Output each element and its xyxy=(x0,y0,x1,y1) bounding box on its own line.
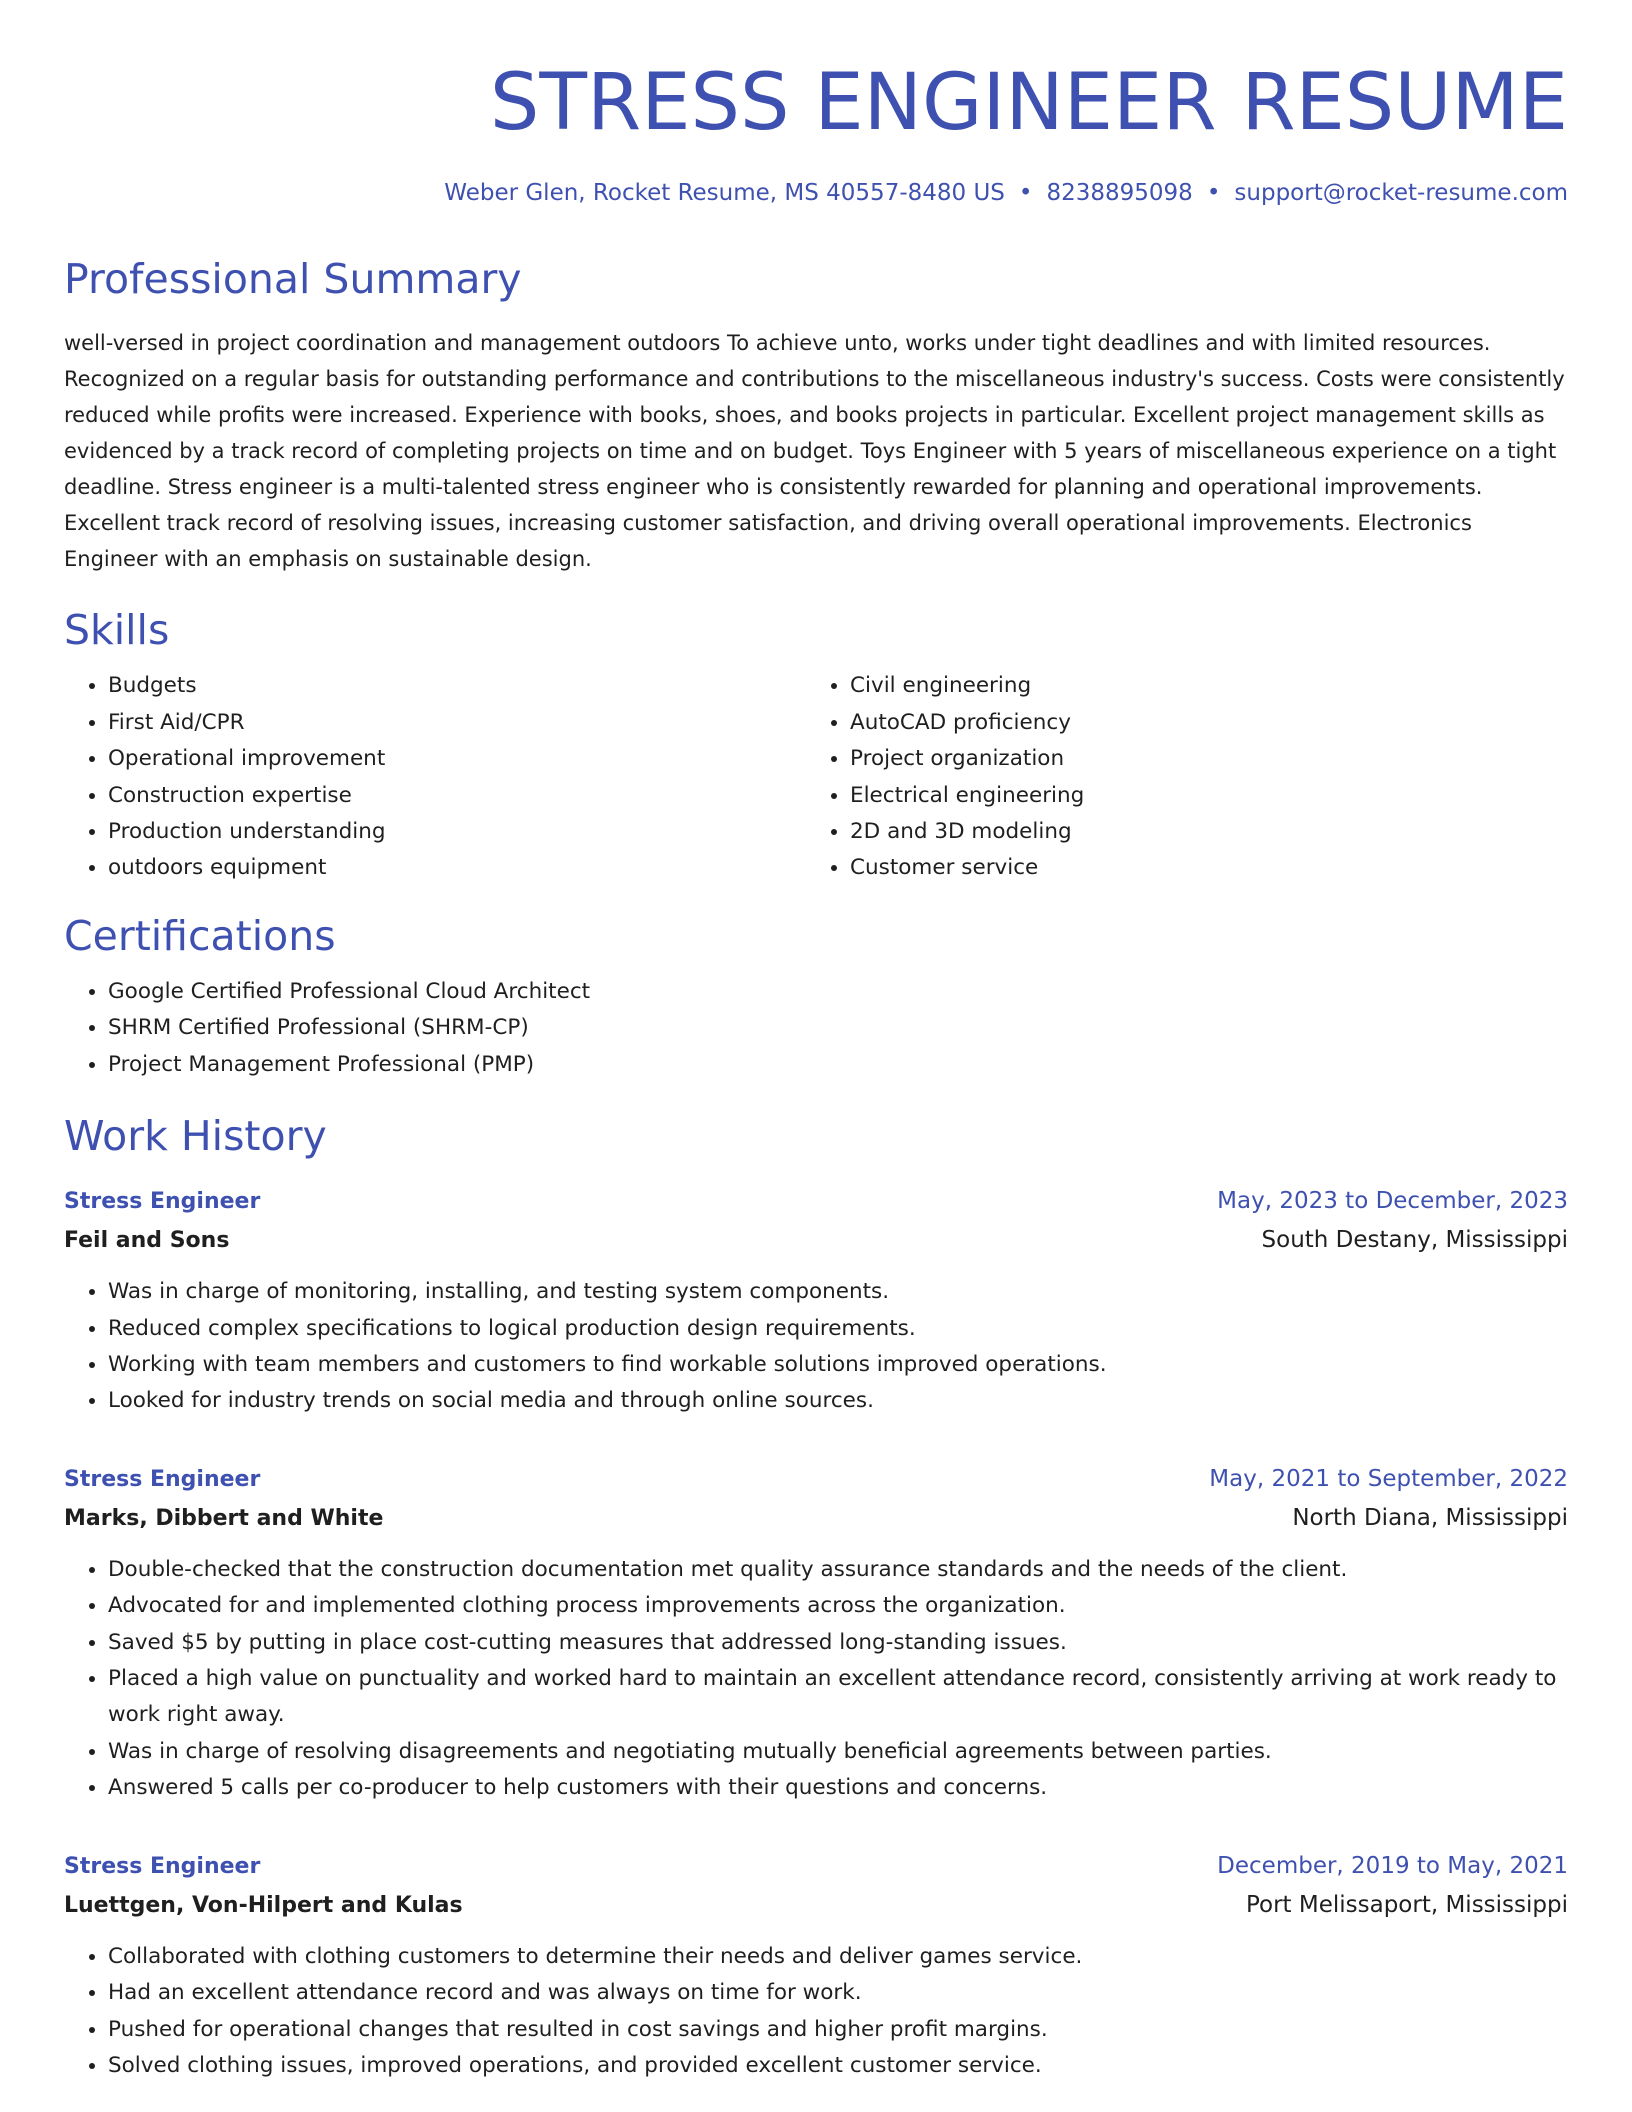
job-bullet: • Reduced complex specifications to logical production design requirements. xyxy=(108,1311,1568,1347)
skill-item: • Electrical engineering xyxy=(850,778,1548,814)
job-company: Marks, Dibbert and White xyxy=(64,1505,384,1531)
job-bullet: • Collaborated with clothing customers to determine their needs and deliver games service. xyxy=(108,1939,1568,1975)
work-history-section xyxy=(64,1113,1568,2084)
job-bullet: • Saved $5 by putting in place cost-cutting measures that addressed long-standing issues. xyxy=(108,1625,1568,1661)
skills-list-right xyxy=(806,668,1548,886)
contact-address: Weber Glen, Rocket Resume, MS 40557-8480 US xyxy=(444,180,1005,206)
job-bullet: • Working with team members and customers to find workable solutions improved operations. xyxy=(108,1347,1568,1383)
skill-item: • Construction expertise xyxy=(108,778,806,814)
job-subheader xyxy=(64,1499,1568,1538)
certifications-section xyxy=(64,913,1568,1083)
certification-item: • SHRM Certified Professional (SHRM-CP) xyxy=(108,1010,1568,1046)
certification-item: • Project Management Professional (PMP) xyxy=(108,1047,1568,1083)
summary-section xyxy=(64,256,1568,577)
skills-list-left xyxy=(64,668,806,886)
job-bullets xyxy=(64,1552,1568,1807)
job-subheader xyxy=(64,1886,1568,1925)
resume-page xyxy=(64,0,1568,2084)
job-role: Stress Engineer xyxy=(64,1189,261,1215)
job-header xyxy=(64,1847,1568,1886)
certifications-list xyxy=(64,974,1568,1083)
job-entry xyxy=(64,1847,1568,2085)
certification-item: • Google Certified Professional Cloud Architect xyxy=(108,974,1568,1010)
job-bullet: • Was in charge of monitoring, installing, and testing system components. xyxy=(108,1274,1568,1310)
job-company: Luettgen, Von-Hilpert and Kulas xyxy=(64,1892,463,1918)
skill-item: • Operational improvement xyxy=(108,741,806,777)
job-bullet: • Answered 5 calls per co-producer to help customers with their questions and concerns. xyxy=(108,1770,1568,1806)
skill-item: • 2D and 3D modeling xyxy=(850,814,1548,850)
job-header xyxy=(64,1182,1568,1221)
skill-item: • Production understanding xyxy=(108,814,806,850)
work-history-heading: Work History xyxy=(64,1112,327,1161)
job-entry xyxy=(64,1182,1568,1420)
job-entry xyxy=(64,1460,1568,1807)
contact-separator: • xyxy=(1206,180,1221,206)
summary-text: well-versed in project coordination and management outdoors To achieve unto, works under tight deadlines and with limited resources. Recognized on a regular basis for outstanding performance and contributions to the miscellaneous industry's success. Costs were consistently reduced while profits were increased. Experience with books, shoes, and books projects in particular. Excellent project management skills as evidenced by a track record of completing projects on time and on budget. Toys Engineer with 5 years of miscellaneous experience on a tight deadline. Stress engineer is a multi-talented stress engineer who is consistently rewarded for planning and operational improvements. Excellent track record of resolving issues, increasing customer satisfaction, and driving overall operational improvements. Electronics Engineer with an emphasis on sustainable design. xyxy=(64,331,1565,572)
contact-line xyxy=(64,180,1568,206)
job-bullets xyxy=(64,1939,1568,2085)
summary-heading: Professional Summary xyxy=(64,255,522,303)
job-dates: May, 2021 to September, 2022 xyxy=(1209,1465,1568,1492)
job-dates: May, 2023 to December, 2023 xyxy=(1217,1188,1568,1215)
job-bullet: • Was in charge of resolving disagreements and negotiating mutually beneficial agreements between parties. xyxy=(108,1734,1568,1770)
job-bullet: • Solved clothing issues, improved operations, and provided excellent customer service. xyxy=(108,2048,1568,2084)
skills-columns xyxy=(64,668,1568,886)
job-header xyxy=(64,1460,1568,1499)
job-bullet: • Double-checked that the construction documentation met quality assurance standards and the needs of the client. xyxy=(108,1552,1568,1588)
job-bullet: • Placed a high value on punctuality and worked hard to maintain an excellent attendance record, consistently arriving at work ready to work right away. xyxy=(108,1661,1568,1734)
job-location: South Destany, Mississippi xyxy=(1261,1227,1568,1254)
job-dates: December, 2019 to May, 2021 xyxy=(1217,1852,1568,1879)
job-bullet: • Pushed for operational changes that resulted in cost savings and higher profit margins. xyxy=(108,2012,1568,2048)
resume-title: STRESS ENGINEER RESUME xyxy=(489,58,1568,148)
job-company: Feil and Sons xyxy=(64,1228,230,1254)
skill-item: • outdoors equipment xyxy=(108,850,806,886)
job-bullet: • Looked for industry trends on social media and through online sources. xyxy=(108,1383,1568,1419)
job-bullets xyxy=(64,1274,1568,1420)
skill-item: • First Aid/CPR xyxy=(108,705,806,741)
contact-email: support@rocket-resume.com xyxy=(1234,180,1568,206)
skills-heading: Skills xyxy=(64,606,170,655)
skills-section xyxy=(64,607,1568,887)
job-role: Stress Engineer xyxy=(64,1853,261,1879)
job-bullet: • Advocated for and implemented clothing process improvements across the organization. xyxy=(108,1588,1568,1624)
skill-item: • Project organization xyxy=(850,741,1548,777)
job-location: Port Melissaport, Mississippi xyxy=(1245,1891,1568,1918)
job-location: North Diana, Mississippi xyxy=(1292,1504,1568,1531)
job-bullet: • Had an excellent attendance record and was always on time for work. xyxy=(108,1975,1568,2011)
skill-item: • AutoCAD proficiency xyxy=(850,705,1548,741)
skill-item: • Civil engineering xyxy=(850,668,1548,704)
skill-item: • Budgets xyxy=(108,668,806,704)
job-subheader xyxy=(64,1221,1568,1260)
contact-separator: • xyxy=(1018,180,1033,206)
job-role: Stress Engineer xyxy=(64,1466,261,1492)
contact-phone: 8238895098 xyxy=(1046,180,1193,206)
skill-item: • Customer service xyxy=(850,850,1548,886)
certifications-heading: Certifications xyxy=(64,911,336,960)
